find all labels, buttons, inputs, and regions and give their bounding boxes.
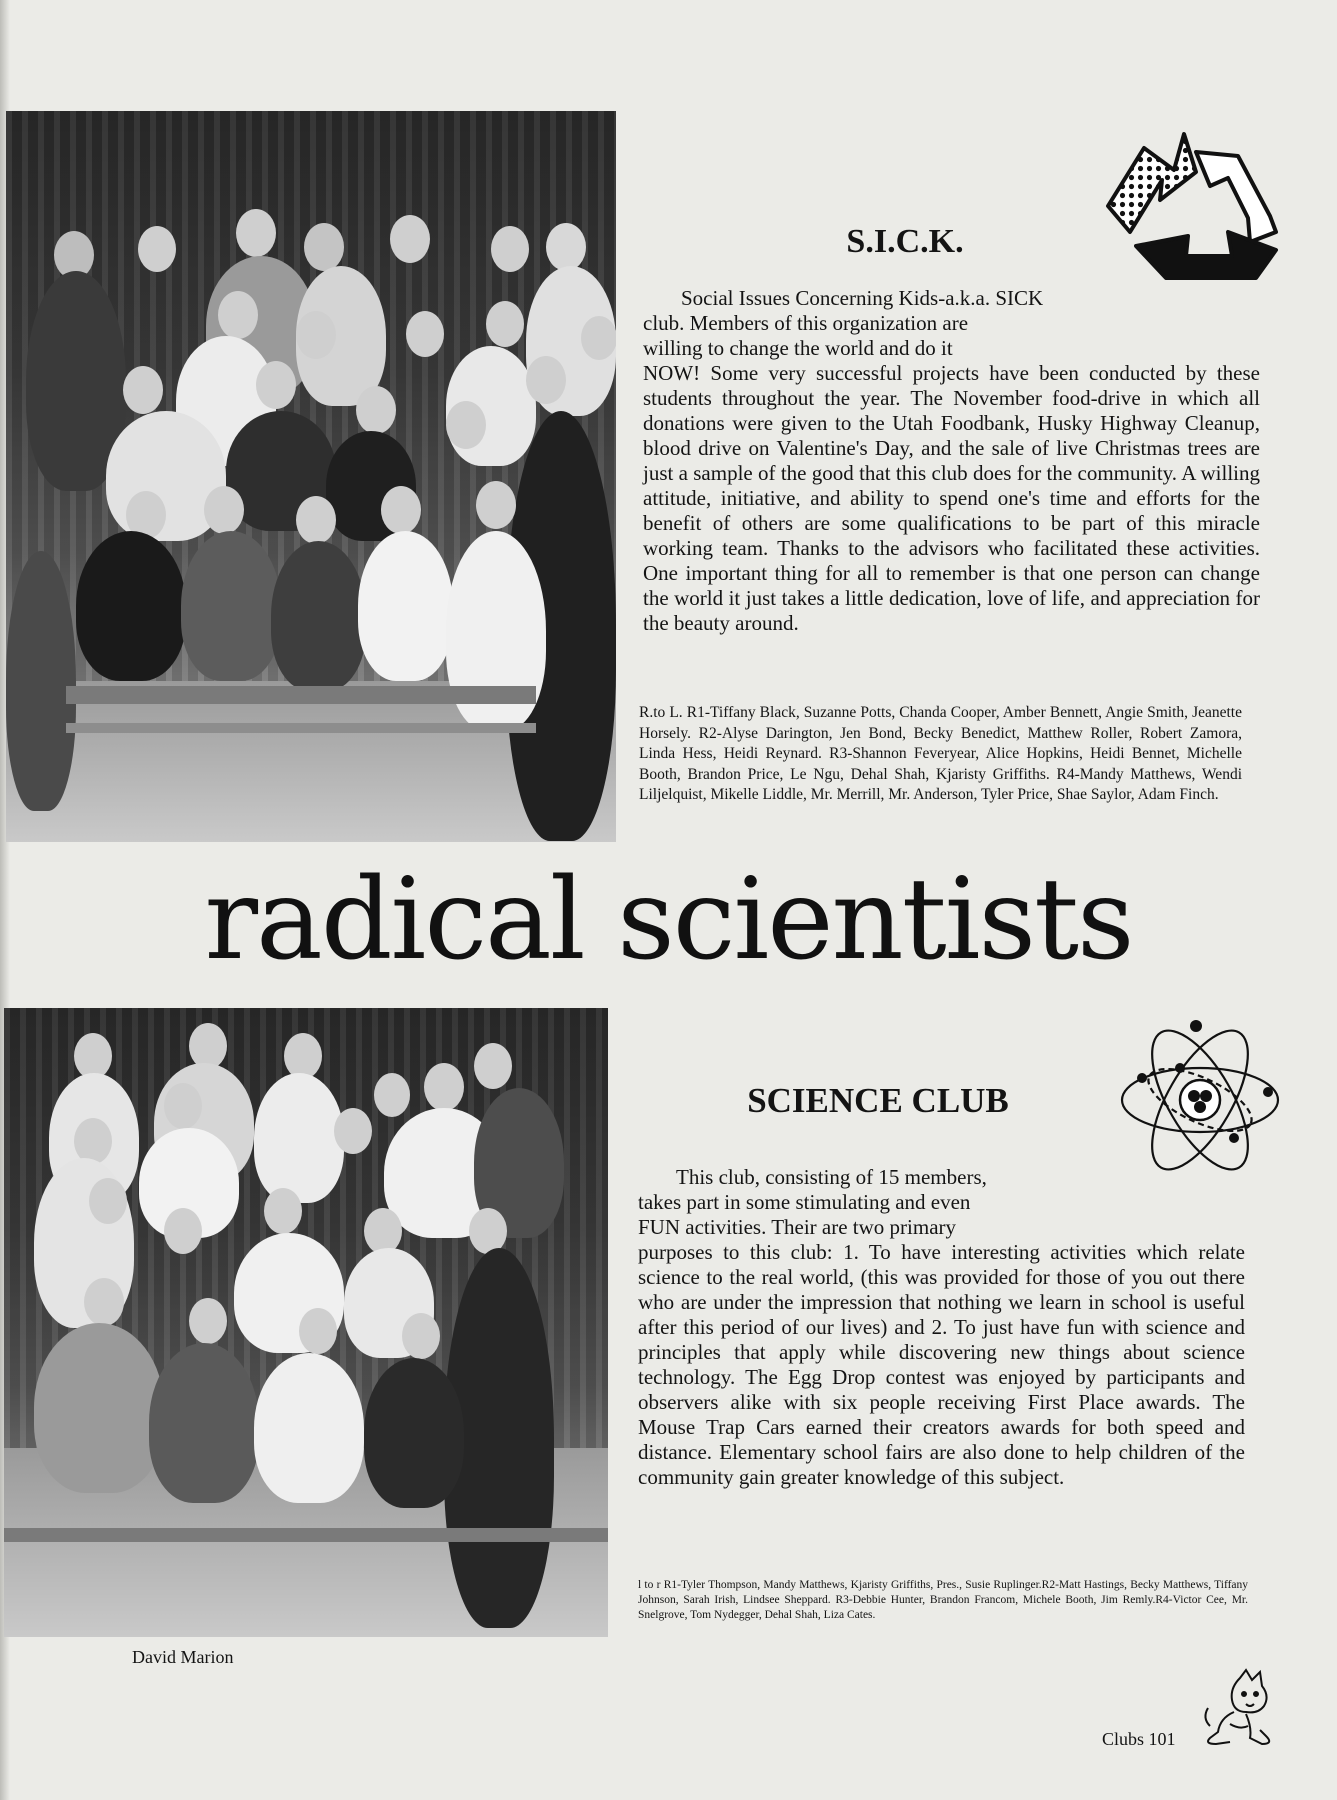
sick-club-group-photo bbox=[6, 111, 616, 842]
sick-body-text: Social Issues Concerning Kids-a.k.a. SICK club. Members of this organization are willing to change the world and do it NOW! Some very successful projects have been conducted by these students throughout the year. The November food-drive in which all donations were given to the Utah Foodbank, Husky Highway Cleanup, blood drive on Valentine's Day, and the sale of live Christmas trees are just a sample of the good that this club does for the community. A willing attitude, initiative, and ability to spend one's time and efforts for the benefit of others are some qualifications to be part of this miracle working team. Thanks to the advisors who facilitated these activities. One important thing for all to remember is that one person can change the world it just takes a little dedication, love of life, and appreciation for the beauty around. bbox=[643, 286, 1260, 635]
science-club-body-text: This club, consisting of 15 members, takes part in some stimulating and even FUN activities. Their are two primary purposes to this club: 1. To have interesting activities which relate science to the real world, (this was provided for those of you out there who are under the impression that nothing we learn in school is useful after this period of our lives) and 2. To just have fun with science and principles that apply while discovering new things about science technology. The Egg Drop contest was enjoyed by participants and observers alike with six people receiving First Place awards. The Mouse Trap Cars earned their creators awards for both speed and distance. Elementary school fairs are also done to help children of the community gain greater knowledge of this subject. bbox=[638, 1165, 1245, 1489]
sick-photo-caption: R.to L. R1-Tiffany Black, Suzanne Potts, Chanda Cooper, Amber Bennett, Angie Smith, Jeanette Horsely. R2-Alyse Darington, Jen Bond, Becky Benedict, Matthew Roller, Robert Zamora, Linda Hess, Heidi Reynard. R3-Shannon Feveryear, Alice Hopkins, Heidi Bennet, Michelle Booth, Brandon Price, Le Ngu, Dehal Shah, Kjaristy Griffiths. R4-Mandy Matthews, Wendi Liljelquist, Mikelle Liddle, Mr. Merrill, Mr. Anderson, Tyler Price, Shae Saylor, Adam Finch. bbox=[639, 704, 1242, 803]
science-club-photo-caption: l to r R1-Tyler Thompson, Mandy Matthews, Kjaristy Griffiths, Pres., Susie Ruplinger.R2-Matt Hastings, Becky Matthews, Tiffany Johnson, Sarah Irish, Lindsee Sheppard. R3-Debbie Hunter, Brandon Francom, Michele Booth, Jim Remly.R4-Victor Cee, Mr. Snelgrove, Tom Nydegger, Dehal Shah, Liza Cates. bbox=[638, 1579, 1248, 1621]
photo-credit: David Marion bbox=[132, 1647, 234, 1667]
atom-icon bbox=[1118, 1018, 1282, 1182]
science-club-heading: SCIENCE CLUB bbox=[747, 1081, 1009, 1120]
page-folio: Clubs 101 bbox=[1102, 1729, 1176, 1749]
husky-mascot-icon bbox=[1200, 1668, 1282, 1748]
page-title: radical scientists bbox=[204, 855, 1133, 985]
sick-heading: S.I.C.K. bbox=[846, 223, 964, 260]
recycle-icon bbox=[1100, 128, 1280, 308]
science-club-group-photo bbox=[4, 1008, 608, 1637]
